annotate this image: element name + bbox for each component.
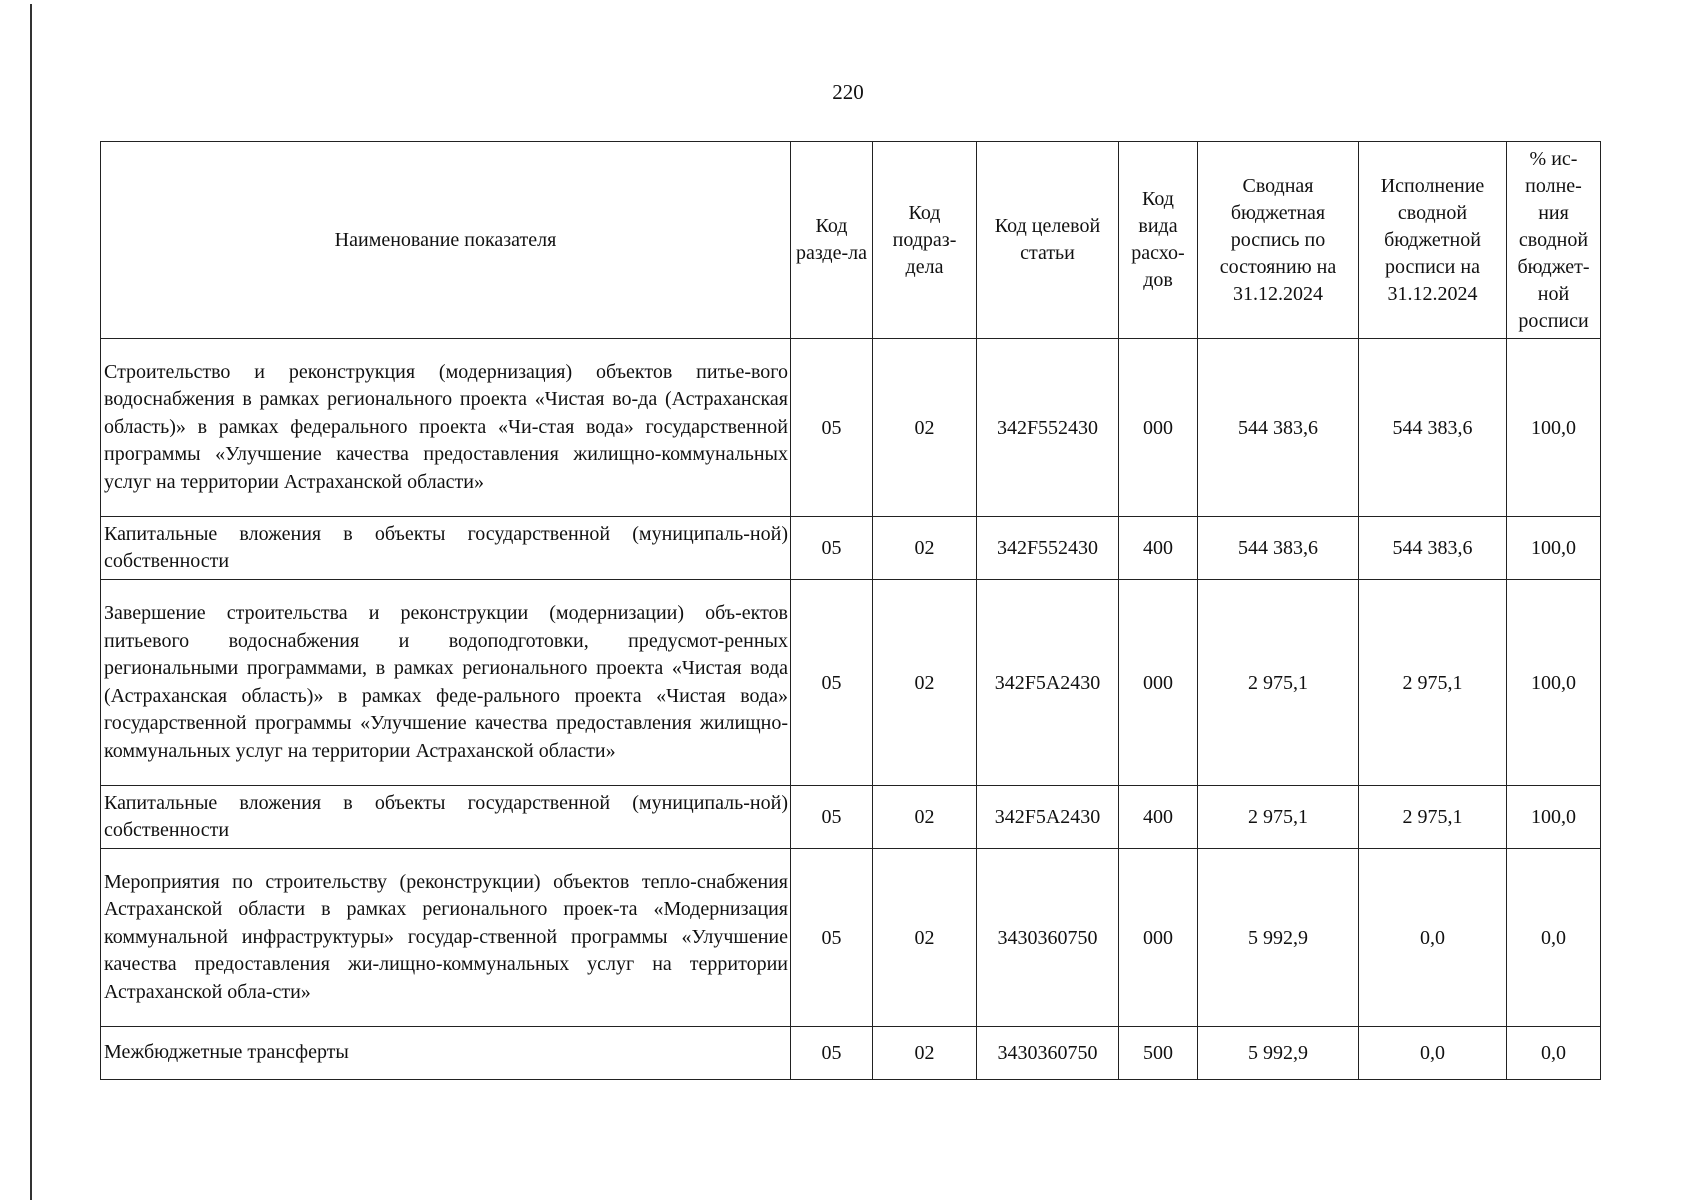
row-budget-plan: 2 975,1 <box>1198 786 1359 849</box>
row-expense-type-code: 500 <box>1119 1027 1198 1080</box>
row-subsection-code: 02 <box>873 1027 977 1080</box>
row-budget-plan: 544 383,6 <box>1198 517 1359 580</box>
row-subsection-code: 02 <box>873 786 977 849</box>
row-budget-execution: 544 383,6 <box>1359 339 1507 517</box>
left-margin-line <box>30 4 32 1200</box>
row-section-code: 05 <box>791 786 873 849</box>
header-budget-execution: Исполнение сводной бюджетной росписи на 31.12.2024 <box>1359 142 1507 339</box>
row-section-code: 05 <box>791 517 873 580</box>
row-budget-plan: 544 383,6 <box>1198 339 1359 517</box>
table-header-row <box>101 142 1601 339</box>
row-section-code: 05 <box>791 580 873 786</box>
header-section-code: Код разде-ла <box>791 142 873 339</box>
row-name: Завершение строительства и реконструкции (модернизации) объ-ектов питьевого водоснабжения и водоподготовки, предусмот-ренных региональными программами, в рамках регионального проекта «Чистая вода (Астраханская область)» в рамках феде-рального проекта «Чистая вода» государственной программы «Улучшение качества предоставления жилищно-коммунальных услуг на территории Астраханской области» <box>101 580 791 786</box>
header-budget-plan: Сводная бюджетная роспись по состоянию на 31.12.2024 <box>1198 142 1359 339</box>
row-section-code: 05 <box>791 1027 873 1080</box>
row-target-code: 3430360750 <box>977 1027 1119 1080</box>
row-budget-plan: 5 992,9 <box>1198 1027 1359 1080</box>
row-expense-type-code: 000 <box>1119 580 1198 786</box>
row-execution-percent: 0,0 <box>1507 849 1601 1027</box>
row-execution-percent: 100,0 <box>1507 517 1601 580</box>
row-budget-execution: 544 383,6 <box>1359 517 1507 580</box>
row-name: Мероприятия по строительству (реконструкции) объектов тепло-снабжения Астраханской области в рамках регионального проек-та «Модернизация коммунальной инфраструктуры» государ-ственной программы «Улучшение качества предоставления жи-лищно-коммунальных услуг на территории Астраханской обла-сти» <box>101 849 791 1027</box>
row-name: Межбюджетные трансферты <box>101 1027 791 1080</box>
row-execution-percent: 0,0 <box>1507 1027 1601 1080</box>
budget-table <box>100 141 1601 1080</box>
row-target-code: 3430360750 <box>977 849 1119 1027</box>
row-target-code: 342F552430 <box>977 517 1119 580</box>
row-budget-plan: 5 992,9 <box>1198 849 1359 1027</box>
row-execution-percent: 100,0 <box>1507 580 1601 786</box>
table-row <box>101 849 1601 1027</box>
table-row <box>101 580 1601 786</box>
row-section-code: 05 <box>791 849 873 1027</box>
page-number: 220 <box>832 80 864 104</box>
row-subsection-code: 02 <box>873 339 977 517</box>
row-section-code: 05 <box>791 339 873 517</box>
row-expense-type-code: 400 <box>1119 786 1198 849</box>
table-row <box>101 339 1601 517</box>
table-row <box>101 1027 1601 1080</box>
header-name: Наименование показателя <box>101 142 791 339</box>
row-expense-type-code: 400 <box>1119 517 1198 580</box>
row-target-code: 342F5A2430 <box>977 580 1119 786</box>
row-budget-execution: 2 975,1 <box>1359 580 1507 786</box>
row-execution-percent: 100,0 <box>1507 339 1601 517</box>
row-subsection-code: 02 <box>873 849 977 1027</box>
row-budget-execution: 2 975,1 <box>1359 786 1507 849</box>
header-target-code: Код целевой статьи <box>977 142 1119 339</box>
header-execution-percent: % ис-полне-ния сводной бюджет-ной росписи <box>1507 142 1601 339</box>
row-target-code: 342F5A2430 <box>977 786 1119 849</box>
row-budget-plan: 2 975,1 <box>1198 580 1359 786</box>
row-expense-type-code: 000 <box>1119 849 1198 1027</box>
table-row <box>101 786 1601 849</box>
row-target-code: 342F552430 <box>977 339 1119 517</box>
row-budget-execution: 0,0 <box>1359 849 1507 1027</box>
header-expense-type-code: Код вида расхо-дов <box>1119 142 1198 339</box>
row-name: Капитальные вложения в объекты государственной (муниципаль-ной) собственности <box>101 786 791 849</box>
header-subsection-code: Код подраз-дела <box>873 142 977 339</box>
row-subsection-code: 02 <box>873 517 977 580</box>
row-budget-execution: 0,0 <box>1359 1027 1507 1080</box>
row-name: Капитальные вложения в объекты государственной (муниципаль-ной) собственности <box>101 517 791 580</box>
row-subsection-code: 02 <box>873 580 977 786</box>
row-name: Строительство и реконструкция (модернизация) объектов питье-вого водоснабжения в рамках регионального проекта «Чистая во-да (Астраханская область)» в рамках федерального проекта «Чи-стая вода» государственной программы «Улучшение качества предоставления жилищно-коммунальных услуг на территории Астраханской области» <box>101 339 791 517</box>
table-row <box>101 517 1601 580</box>
row-execution-percent: 100,0 <box>1507 786 1601 849</box>
row-expense-type-code: 000 <box>1119 339 1198 517</box>
